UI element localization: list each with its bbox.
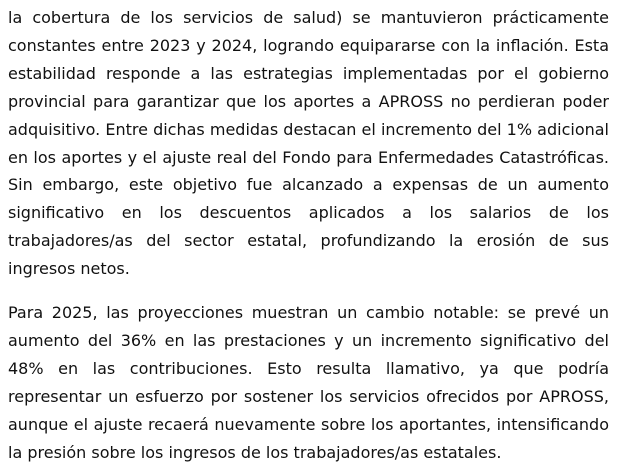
paragraph-apross-stability: la cobertura de los servicios de salud) se mantuvieron prácticamente constantes entre 2023 y 2024, logrando equipararse con la inflación. Esta estabilidad responde a las estrategias implementadas por el gobierno provincial para garantizar que los aportes a APROSS no perdieran poder adquisitivo. Entre dichas medidas destacan el incremento del 1% adicional en los aportes y el ajuste real del Fondo para Enfermedades Catastróficas. Sin embargo, este objetivo fue alcanzado a expensas de un aumento significativo en los descuentos aplicados a los salarios de los trabajadores/as del sector estatal, profundizando la erosión de sus ingresos netos. <box>8 8 609 279</box>
paragraph-2025-projections: Para 2025, las proyecciones muestran un cambio notable: se prevé un aumento del 36% en las prestaciones y un incremento significativo del 48% en las contribuciones. Esto resulta llamativo, ya que podría representar un esfuerzo por sostener los servicios ofrecidos por APROSS, aunque el ajuste recaerá nuevamente sobre los aportantes, intensificando la presión sobre los ingresos de los trabajadores/as estatales. <box>8 303 609 462</box>
document-body <box>8 0 609 467</box>
